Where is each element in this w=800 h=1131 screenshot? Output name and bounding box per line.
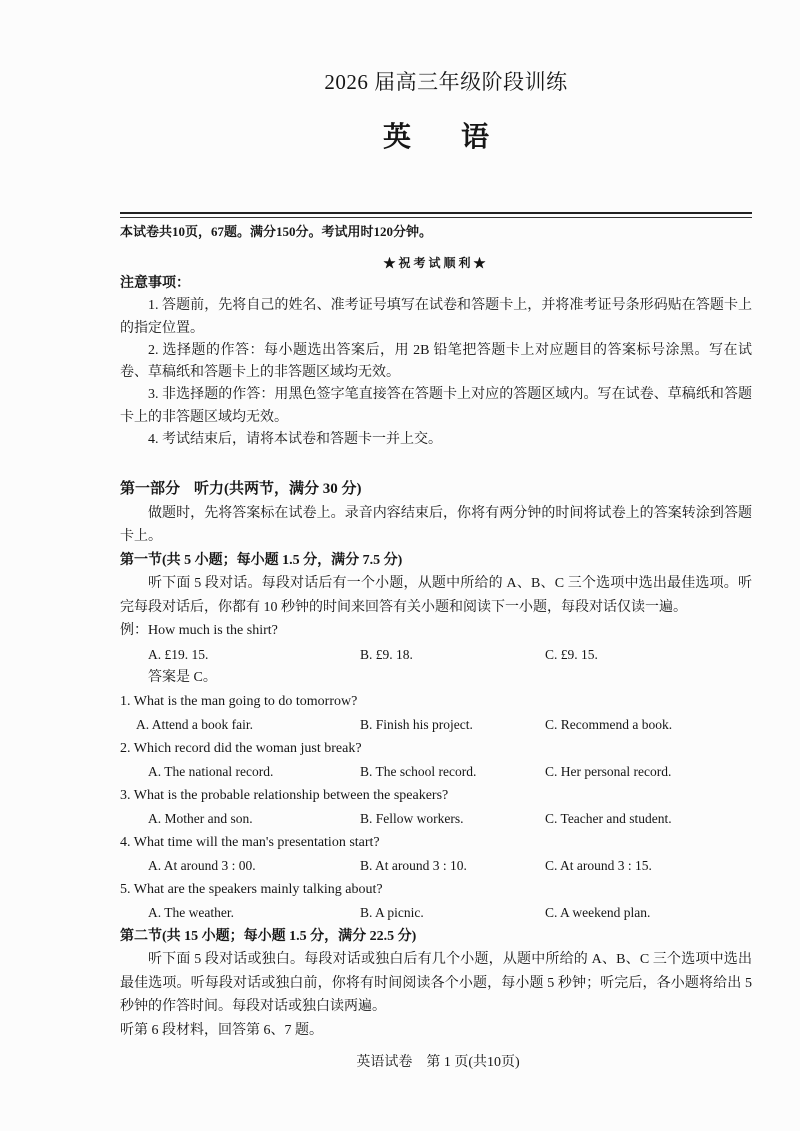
question-options [120, 854, 752, 878]
part-intro: 做题时，先将答案标在试卷上。录音内容结束后，你将有两分钟的时间将试卷上的答案转涂到答题卡上。 [120, 505, 752, 544]
option-a: A. Attend a book fair. [136, 717, 253, 732]
option-a: A. The national record. [148, 764, 274, 779]
option-c: C. Recommend a book. [545, 717, 673, 732]
option-b: B. Finish his project. [360, 717, 473, 732]
option-a: A. Mother and son. [148, 811, 253, 826]
option-b: B. At around 3 : 10. [360, 858, 467, 873]
notice-item: 3. 非选择题的作答：用黑色签字笔直接答在答题卡上对应的答题区域内。写在试卷、草稿纸和答题卡上的非答题区域均无效。 [120, 387, 752, 425]
header-double-rule [120, 212, 752, 218]
example-question: 例：How much is the shirt? [120, 623, 278, 638]
part-heading [120, 478, 752, 502]
question-stem: 1. What is the man going to do tomorrow? [120, 693, 358, 709]
good-luck-banner: ★祝考试顺利★ [383, 256, 489, 270]
section1-instructions: 听下面 5 段对话。每段对话后有一个小题，从题中所给的 A、B、C 三个选项中选出最佳选项。听完每段对话后，你都有 10 秒钟的时间来回答有关小题和阅读下一小题，每段对话仅读一遍。 [120, 576, 752, 615]
notice-item: 1. 答题前，先将自己的姓名、准考证号填写在试卷和答题卡上，并将准考证号条形码贴在答题卡上的指定位置。 [120, 298, 752, 336]
option-a: A. The weather. [148, 905, 234, 920]
part-label: 第一部分 [120, 481, 181, 497]
page-footer [120, 1052, 756, 1074]
option-b: B. Fellow workers. [360, 811, 464, 826]
option-b: B. A picnic. [360, 905, 424, 920]
next-material-note: 听第 6 段材料，回答第 6、7 题。 [120, 1022, 323, 1038]
footer-subject: 英语试卷 [356, 1055, 413, 1070]
notice-title: 注意事项： [120, 276, 190, 291]
listening-part [120, 478, 752, 1042]
option-a: A. At around 3 : 00. [148, 858, 256, 873]
notice-item: 2. 选择题的作答：每小题选出答案后，用 2B 铅笔把答题卡上对应题目的答案标号涂黑。写在试卷、草稿纸和答题卡上的非答题区域均无效。 [120, 342, 752, 381]
option-c: C. Teacher and student. [545, 811, 672, 826]
section2-instructions: 听下面 5 段对话或独白。每段对话或独白后有几个小题，从题中所给的 A、B、C 三个选项中选出最佳选项。听每段对话或独白前，你将有时间阅读各个小题，每小题 5 秒钟；听完后，各小题将给出 5 秒钟的作答时间。每段对话或独白读两遍。 [120, 952, 752, 1014]
question-options [120, 760, 752, 784]
section1-heading: 第一节(共 5 小题；每小题 1.5 分，满分 7.5 分) [120, 552, 403, 568]
option-c: C. A weekend plan. [545, 905, 651, 920]
question-stem: 4. What time will the man's presentation start? [120, 834, 380, 850]
question-options [120, 901, 752, 925]
notice-item: 4. 考试结束后，请将本试卷和答题卡一并上交。 [148, 432, 442, 448]
option-c: C. £9. 15. [545, 646, 598, 662]
part-title: 听力(共两节，满分 30 分) [194, 481, 362, 497]
example-options [120, 643, 752, 667]
notice-section [120, 273, 752, 451]
exam-title: 2026 届高三年级阶段训练 [324, 70, 568, 94]
question-stem: 5. What are the speakers mainly talking about? [120, 881, 383, 897]
section2-heading: 第二节(共 15 小题；每小题 1.5 分，满分 22.5 分) [120, 928, 417, 944]
example-answer: 答案是 C。 [148, 670, 217, 685]
option-c: C. Her personal record. [545, 764, 672, 779]
question-stem: 2. Which record did the woman just break? [120, 740, 362, 756]
question-options [120, 807, 752, 831]
option-c: C. At around 3 : 15. [545, 858, 652, 873]
question-stem: 3. What is the probable relationship between the speakers? [120, 787, 449, 803]
exam-info: 本试卷共10页，67题。满分150分。考试用时120分钟。 [120, 224, 433, 239]
subject-title: 英语 [382, 122, 539, 153]
question-options [120, 713, 752, 737]
option-a: A. £19. 15. [148, 646, 209, 662]
footer-page-number: 第 1 页(共10页) [426, 1055, 520, 1070]
option-b: B. The school record. [360, 764, 477, 779]
option-b: B. £9. 18. [360, 646, 413, 662]
